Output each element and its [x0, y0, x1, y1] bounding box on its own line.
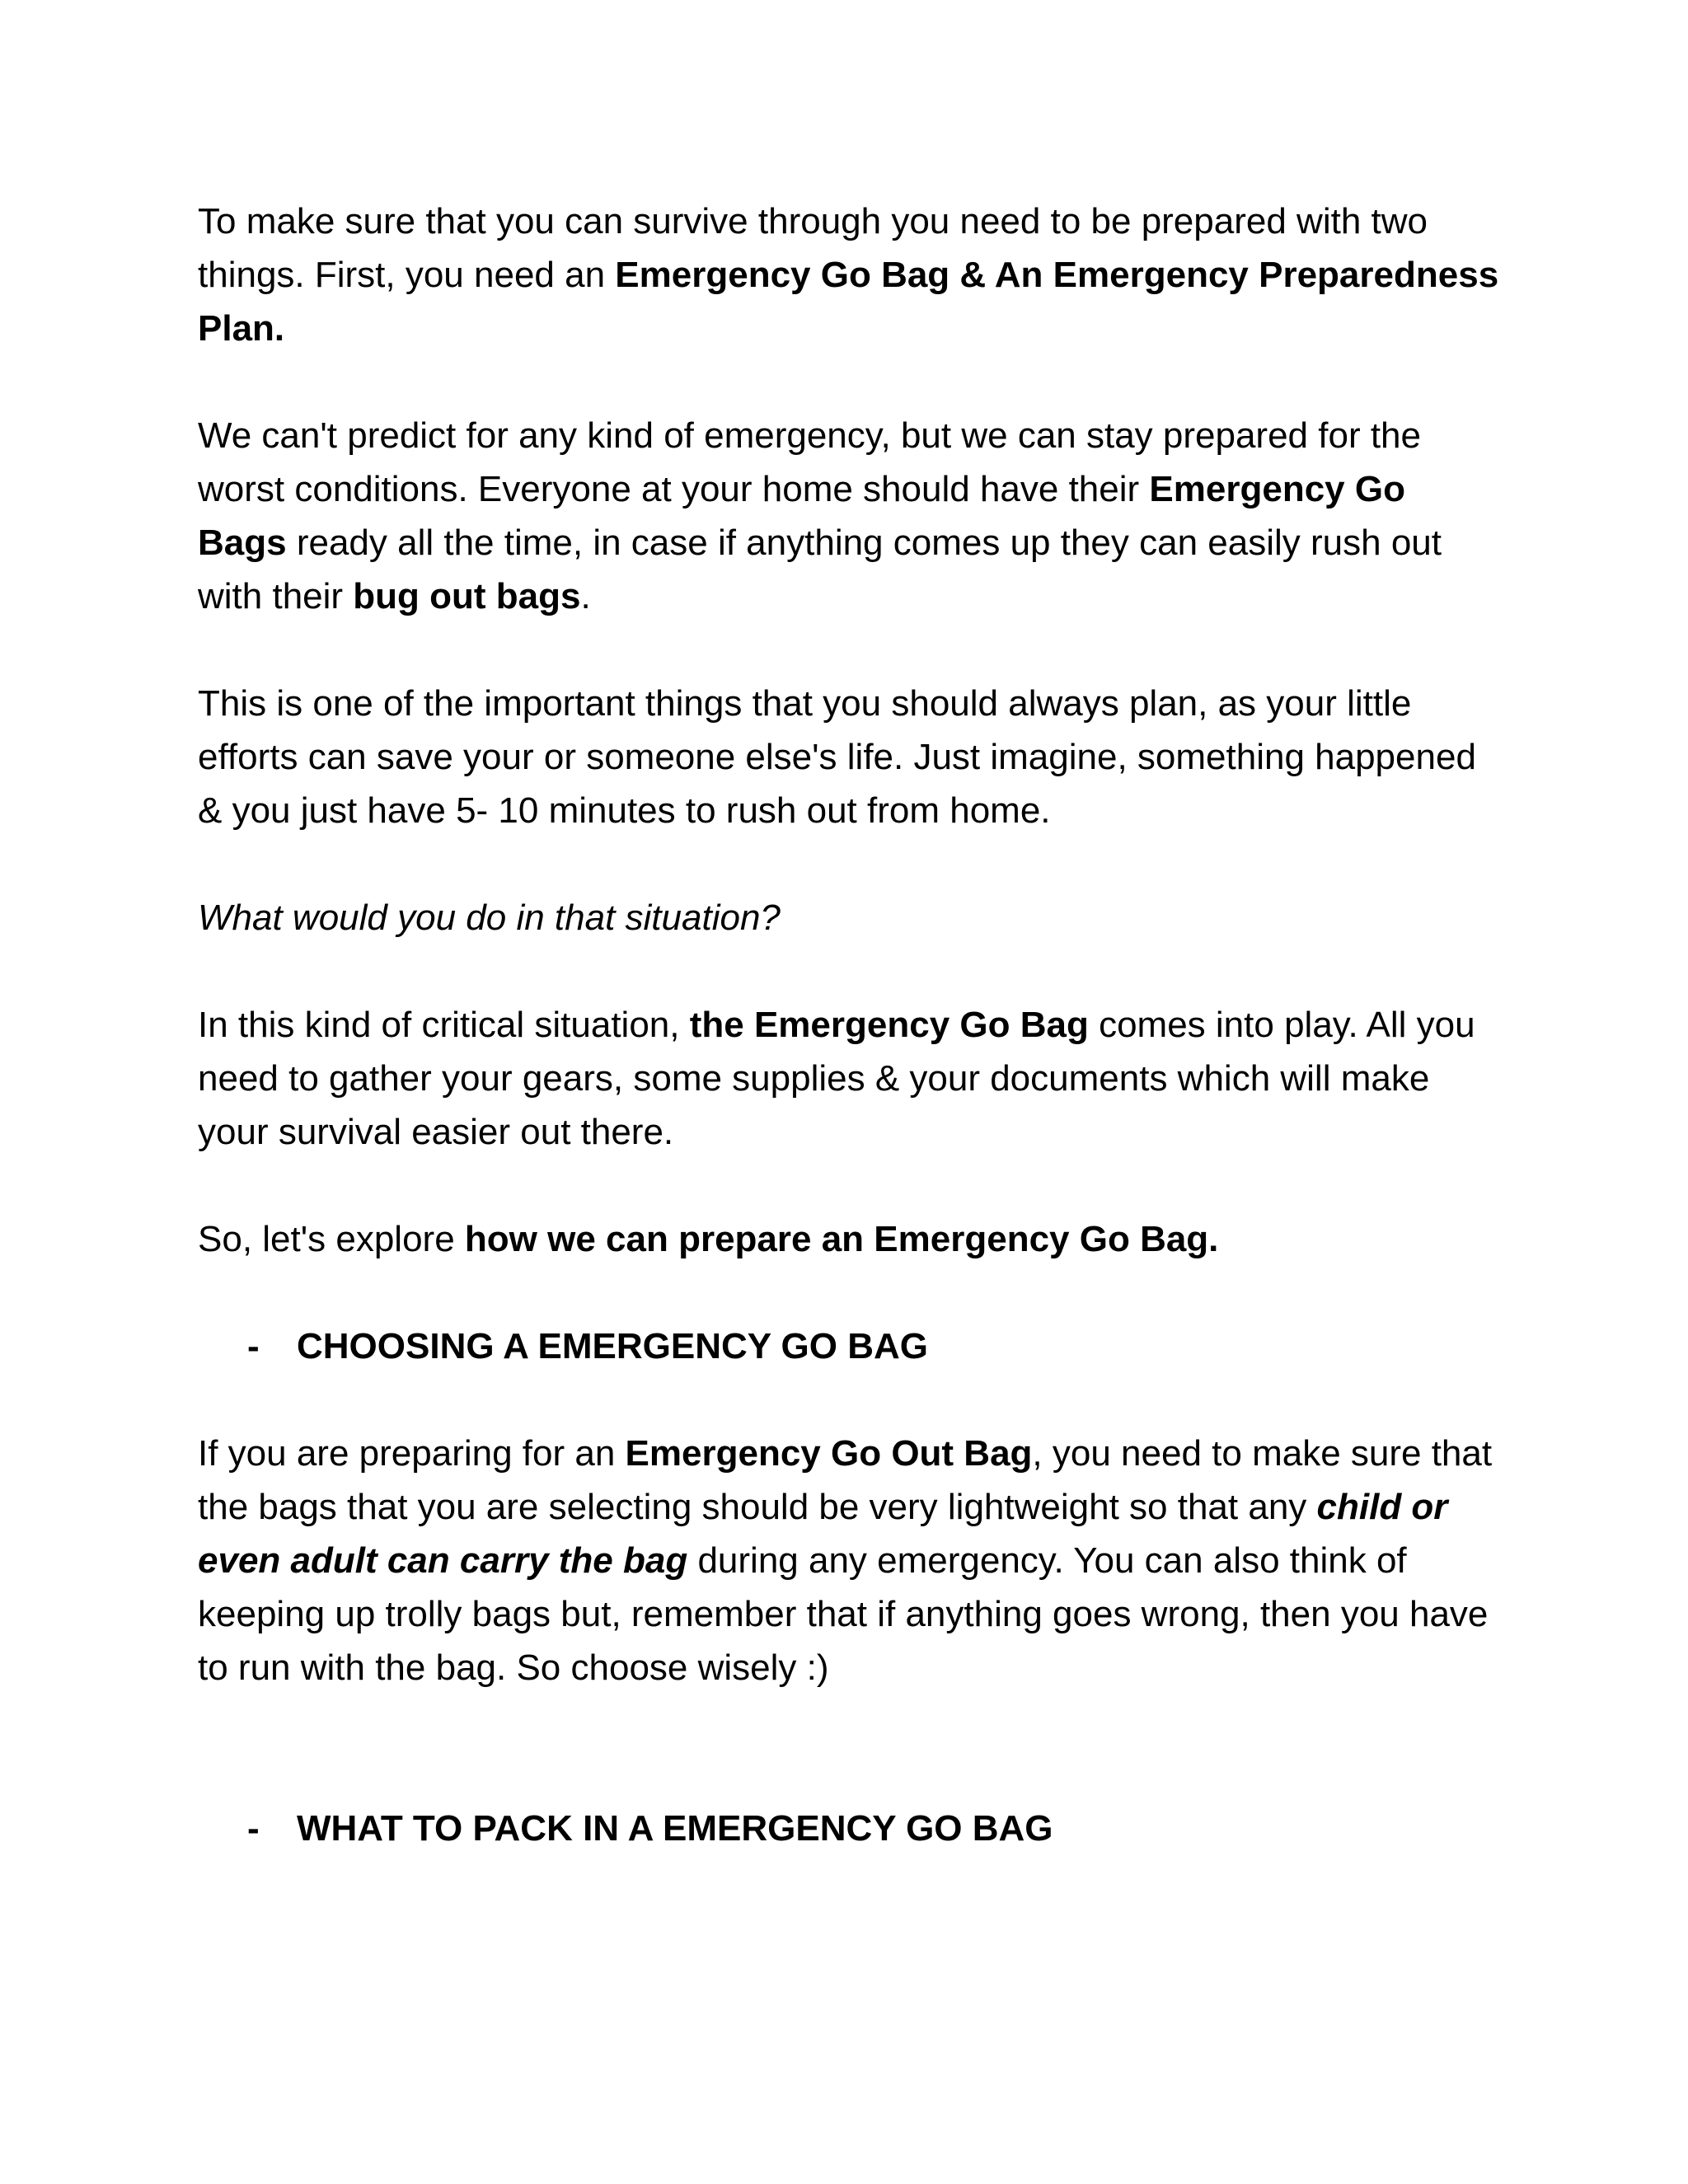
question-paragraph: What would you do in that situation? — [198, 898, 781, 938]
choosing-paragraph: If you are preparing for an Emergency Go Out Bag, you need to make sure that the bags that you are selecting should be very lightweight so that any child or even adult can carry the bag during any emergency. You can also think of keeping up trolly bags but, remember that if anything goes wrong, then you have to run with the bag. So choose wisely :) — [198, 1433, 1493, 1688]
document-body — [198, 194, 1500, 1909]
explore-paragraph: So, let's explore how we can prepare an Emergency Go Bag. — [198, 1219, 1219, 1259]
planning-paragraph: This is one of the important things that you should always plan, as your little efforts can save your or someone else's life. Just imagine, something happened & you just have 5- 10 minutes to rush out from home. — [198, 683, 1476, 831]
heading-text: CHOOSING A EMERGENCY GO BAG — [297, 1326, 929, 1366]
blank-line — [198, 1748, 1500, 1802]
bullet-dash: - — [247, 1808, 260, 1849]
emphasis-text: the Emergency Go Bag — [689, 1005, 1089, 1045]
emphasis-text: Emergency Go Bag & An Emergency Preparedness Plan. — [198, 255, 1499, 349]
heading-text: WHAT TO PACK IN A EMERGENCY GO BAG — [297, 1808, 1053, 1849]
emphasis-text: how we can prepare an Emergency Go Bag. — [464, 1219, 1219, 1259]
emphasis-text: Emergency Go Bags — [198, 469, 1405, 563]
intro-paragraph: To make sure that you can survive through you need to be prepared with two things. First, you need an Emergency Go Bag & An Emergency Preparedness Plan. — [198, 201, 1499, 349]
critical-situation-paragraph: In this kind of critical situation, the Emergency Go Bag comes into play. All you need to gather your gears, some supplies & your documents which will make your survival easier out there. — [198, 1005, 1475, 1152]
bullet-dash: - — [247, 1326, 260, 1366]
prediction-paragraph: We can't predict for any kind of emergency, but we can stay prepared for the worst conditions. Everyone at your home should have their Emergency Go Bags ready all the time, in case if anything comes up they can easily rush out with their bug out bags. — [198, 415, 1442, 616]
emphasis-text: Emergency Go Out Bag — [625, 1433, 1033, 1474]
emphasis-text: bug out bags — [353, 576, 581, 616]
section-heading-what-to-pack — [198, 1802, 1500, 1855]
emphasis-text: child or even adult can carry the bag — [198, 1487, 1448, 1581]
section-heading-choosing — [198, 1319, 1500, 1373]
